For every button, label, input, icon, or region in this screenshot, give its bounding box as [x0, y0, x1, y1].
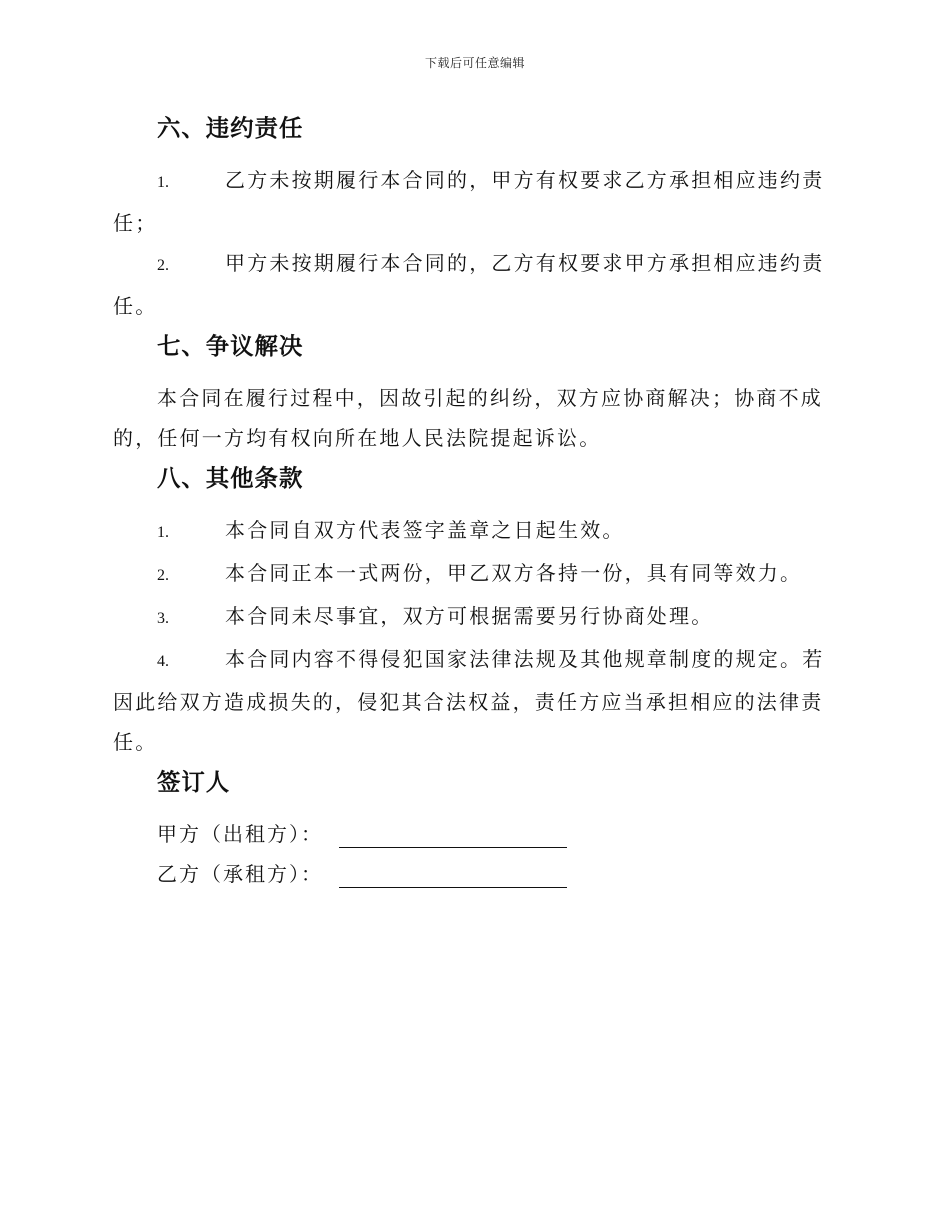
party-b-signature-line[interactable] — [339, 867, 567, 888]
list-item — [113, 639, 837, 762]
item-number: 1. — [157, 524, 169, 541]
party-b-label: 乙方（承租方）： — [157, 862, 323, 886]
section-heading-breach-liability: 六、违约责任 — [157, 114, 304, 142]
item-text: 甲方未按期履行本合同的，乙方有权要求甲方承担相应违约责任。 — [113, 251, 825, 318]
item-text: 本合同正本一式两份，甲乙双方各持一份，具有同等效力。 — [225, 561, 803, 585]
section-heading-dispute-resolution: 七、争议解决 — [157, 332, 304, 360]
item-number: 1. — [157, 174, 169, 191]
page-header-note: 下载后可任意编辑 — [424, 56, 525, 70]
item-number: 3. — [157, 610, 169, 627]
item-text: 本合同自双方代表签字盖章之日起生效。 — [225, 518, 625, 542]
item-text: 本合同内容不得侵犯国家法律法规及其他规章制度的规定。若因此给双方造成损失的，侵犯其合法权益，责任方应当承担相应的法律责任。 — [113, 647, 825, 754]
list-item — [113, 243, 837, 326]
item-text: 本合同未尽事宜，双方可根据需要另行协商处理。 — [225, 604, 714, 628]
list-item — [113, 596, 837, 639]
signature-heading: 签订人 — [157, 768, 231, 796]
party-a-signature-row — [113, 814, 837, 854]
party-a-label: 甲方（出租方）： — [157, 822, 323, 846]
document-body — [113, 108, 837, 894]
list-item — [113, 553, 837, 596]
list-item — [113, 160, 837, 243]
party-a-signature-line[interactable] — [339, 827, 567, 848]
list-item — [113, 510, 837, 553]
item-text: 乙方未按期履行本合同的，甲方有权要求乙方承担相应违约责任； — [113, 168, 825, 235]
section-heading-other-terms: 八、其他条款 — [157, 464, 304, 492]
item-number: 2. — [157, 257, 169, 274]
dispute-paragraph: 本合同在履行过程中，因故引起的纠纷，双方应协商解决；协商不成的，任何一方均有权向所在地人民法院提起诉讼。 — [113, 386, 823, 450]
item-number: 2. — [157, 567, 169, 584]
party-b-signature-row — [113, 854, 837, 894]
item-number: 4. — [157, 653, 169, 670]
